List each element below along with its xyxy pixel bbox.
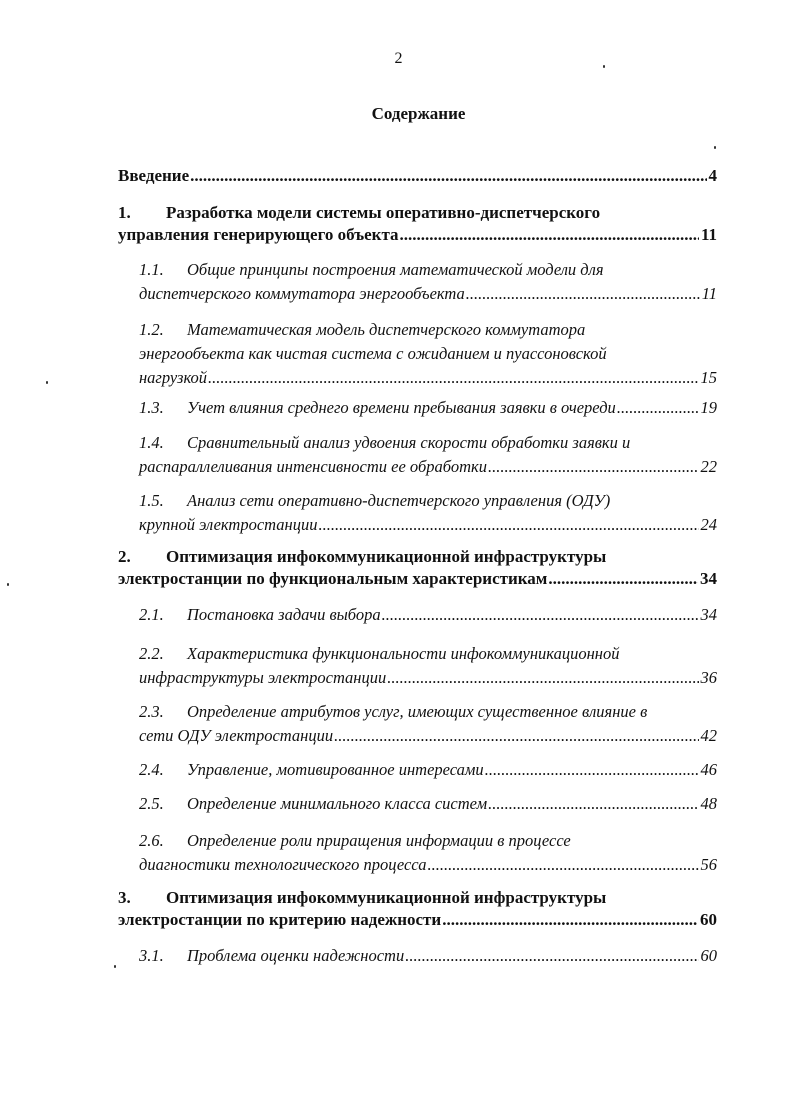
entry-title-text: энергообъекта как чистая система с ожиданием и пуассоновской — [139, 344, 607, 363]
entry-title-last: электростанции по критерию надежности — [118, 910, 442, 929]
entry-number: 2.4. — [139, 760, 164, 779]
dot-leader — [405, 944, 698, 968]
toc-section-entry[interactable] — [118, 202, 717, 246]
entry-title-line — [139, 829, 717, 853]
entry-number: 2.3. — [139, 702, 164, 721]
toc-subsection-entry[interactable] — [139, 258, 717, 306]
entry-title-text: Определение роли приращения информации в процессе — [187, 831, 571, 850]
toc-section-entry[interactable] — [118, 887, 717, 931]
entry-number: 2. — [118, 547, 131, 566]
entry-title-text — [139, 724, 333, 748]
dot-leader — [208, 366, 698, 390]
entry-number: 1.1. — [139, 260, 164, 279]
entry-title-text — [118, 568, 547, 590]
entry-title-text: Определение атрибутов услуг, имеющих существенное влияние в — [187, 702, 648, 721]
entry-title-last: нагрузкой — [139, 368, 208, 387]
entry-page-number: 60 — [700, 946, 717, 965]
entry-title-last: Управление, мотивированное интересами — [187, 760, 484, 779]
dot-leader — [485, 758, 699, 782]
entry-title-text — [118, 165, 189, 187]
entry-number: 1. — [118, 203, 131, 222]
entry-title-text — [139, 603, 381, 627]
entry-title-text — [139, 366, 207, 390]
dot-leader — [466, 282, 700, 306]
entry-title-line — [118, 887, 717, 909]
toc-title: Содержание — [371, 104, 466, 123]
entry-page-number: 60 — [700, 910, 717, 929]
entry-title-text — [139, 513, 317, 537]
entry-number: 3. — [118, 888, 131, 907]
dot-leader — [488, 792, 698, 816]
toc-subsection-entry[interactable] — [139, 603, 717, 627]
entry-number: 1.5. — [139, 491, 164, 510]
toc-subsection-entry[interactable] — [139, 642, 717, 690]
toc-subsection-entry[interactable] — [139, 792, 717, 816]
entry-title-text — [139, 455, 487, 479]
entry-title-last: Постановка задачи выбора — [187, 605, 381, 624]
entry-page-number: 4 — [708, 166, 717, 185]
entry-title-line — [139, 258, 717, 282]
entry-title-text — [139, 666, 386, 690]
entry-title-last: диспетчерского коммутатора энергообъекта — [139, 284, 465, 303]
entry-title-last: Учет влияния среднего времени пребывания заявки в очереди — [187, 398, 616, 417]
dot-leader — [548, 568, 698, 590]
toc-subsection-entry[interactable] — [139, 489, 717, 537]
toc-section-entry[interactable] — [118, 165, 717, 187]
entry-number: 2.6. — [139, 831, 164, 850]
scan-speck — [114, 965, 116, 968]
toc-subsection-entry[interactable] — [139, 829, 717, 877]
entry-title-text: Характеристика функциональности инфокоммуникационной — [187, 644, 620, 663]
dot-leader — [387, 666, 698, 690]
entry-title-last: управления генерирующего объекта — [118, 225, 399, 244]
toc-subsection-entry[interactable] — [139, 758, 717, 782]
entry-title-line — [139, 700, 717, 724]
entry-title-text — [139, 944, 404, 968]
entry-title-line — [118, 546, 717, 568]
entry-title-text: Сравнительный анализ удвоения скорости обработки заявки и — [187, 433, 631, 452]
entry-title-last: распараллеливания интенсивности ее обработки — [139, 457, 487, 476]
scan-speck — [714, 146, 716, 149]
entry-page-number: 48 — [700, 794, 717, 813]
dot-leader — [190, 165, 706, 187]
entry-number: 3.1. — [139, 946, 164, 965]
entry-title-line — [139, 642, 717, 666]
entry-title-last: Определение минимального класса систем — [187, 794, 488, 813]
entry-page-number: 42 — [700, 726, 717, 745]
entry-number: 1.3. — [139, 398, 164, 417]
toc-subsection-entry[interactable] — [139, 700, 717, 748]
dot-leader — [400, 224, 699, 246]
entry-title-text — [118, 224, 399, 246]
entry-title-last: крупной электростанции — [139, 515, 318, 534]
scan-speck — [603, 65, 605, 68]
entry-page-number: 24 — [700, 515, 717, 534]
entry-number: 1.2. — [139, 320, 164, 339]
dot-leader — [382, 603, 699, 627]
entry-page-number: 22 — [700, 457, 717, 476]
entry-page-number: 56 — [700, 855, 717, 874]
entry-title-text — [139, 396, 616, 420]
entry-page-number: 34 — [700, 605, 717, 624]
entry-page-number: 11 — [700, 225, 717, 244]
toc-section-entry[interactable] — [118, 546, 717, 590]
dot-leader — [442, 909, 698, 931]
entry-title-text: Оптимизация инфокоммуникационной инфраструктуры — [166, 547, 607, 566]
entry-title-text — [139, 758, 484, 782]
dot-leader — [318, 513, 698, 537]
entry-page-number: 34 — [700, 569, 717, 588]
dot-leader — [488, 455, 699, 479]
entry-title-line — [139, 489, 717, 513]
entry-number: 2.5. — [139, 794, 164, 813]
toc-subsection-entry[interactable] — [139, 396, 717, 420]
entry-title-last: электростанции по функциональным характеристикам — [118, 569, 548, 588]
entry-number: 1.4. — [139, 433, 164, 452]
scan-speck — [7, 583, 9, 586]
entry-title-text: Анализ сети оперативно-диспетчерского управления (ОДУ) — [187, 491, 611, 510]
entry-title-text: Общие принципы построения математической модели для — [187, 260, 604, 279]
toc-subsection-entry[interactable] — [139, 944, 717, 968]
dot-leader — [334, 724, 698, 748]
dot-leader — [617, 396, 699, 420]
dot-leader — [427, 853, 698, 877]
page-number: 2 — [394, 50, 403, 67]
entry-page-number: 46 — [700, 760, 717, 779]
entry-page-number: 15 — [700, 368, 717, 387]
entry-title-last: диагностики технологического процесса — [139, 855, 427, 874]
entry-title-text — [139, 792, 487, 816]
entry-title-line — [118, 202, 717, 224]
entry-page-number: 36 — [700, 668, 717, 687]
entry-title-line — [139, 342, 717, 366]
entry-title-text: Разработка модели системы оперативно-диспетчерского — [166, 203, 601, 222]
entry-number: 2.1. — [139, 605, 164, 624]
entry-page-number: 19 — [700, 398, 717, 417]
entry-title-last: Проблема оценки надежности — [187, 946, 405, 965]
toc-subsection-entry[interactable] — [139, 318, 717, 390]
entry-title-text — [139, 282, 465, 306]
toc-subsection-entry[interactable] — [139, 431, 717, 479]
entry-title-last: инфраструктуры электростанции — [139, 668, 387, 687]
scan-speck — [46, 381, 48, 384]
entry-title-line — [139, 318, 717, 342]
entry-number: 2.2. — [139, 644, 164, 663]
entry-title-text — [139, 853, 426, 877]
entry-title-text — [118, 909, 441, 931]
entry-title-last: Введение — [118, 166, 190, 185]
entry-title-text: Оптимизация инфокоммуникационной инфраструктуры — [166, 888, 607, 907]
entry-title-line — [139, 431, 717, 455]
entry-title-text: Математическая модель диспетчерского коммутатора — [187, 320, 586, 339]
entry-title-last: сети ОДУ электростанции — [139, 726, 334, 745]
entry-page-number: 11 — [701, 284, 717, 303]
